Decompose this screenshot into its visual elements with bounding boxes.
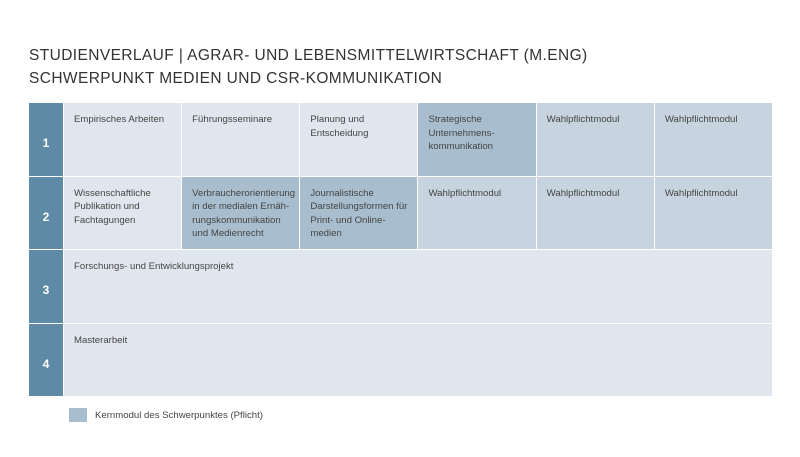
semester-2-label: 2 — [29, 177, 63, 250]
module-empirisches-arbeiten: Empirisches Arbeiten — [64, 103, 181, 176]
title-line-2: SCHWERPUNKT MEDIEN UND CSR-KOMMUNIKATION — [29, 70, 443, 87]
module-wahlpflicht-2c: Wahlpflichtmodul — [655, 177, 772, 250]
page-title — [29, 44, 588, 90]
module-verbraucherorientierung: Verbraucherorientierung in der medialen Ernäh-rungskommunikation und Medienrecht — [182, 177, 299, 250]
module-masterarbeit: Masterarbeit — [64, 324, 772, 397]
legend — [69, 408, 263, 422]
module-wahlpflicht-1b: Wahlpflichtmodul — [655, 103, 772, 176]
module-wahlpflicht-2a: Wahlpflichtmodul — [418, 177, 535, 250]
module-wahlpflicht-1a: Wahlpflichtmodul — [537, 103, 654, 176]
module-wahlpflicht-2b: Wahlpflichtmodul — [537, 177, 654, 250]
semester-4-label: 4 — [29, 324, 63, 397]
legend-label: Kernmodul des Schwerpunktes (Pflicht) — [95, 409, 263, 421]
curriculum-grid — [29, 103, 772, 396]
semester-3-label: 3 — [29, 250, 63, 323]
module-wissenschaftliche-publikation: Wissenschaftliche Publikation und Fachtagungen — [64, 177, 181, 250]
module-fuehrungsseminare: Führungsseminare — [182, 103, 299, 176]
module-planung-entscheidung: Planung und Entscheidung — [300, 103, 417, 176]
semester-1-label: 1 — [29, 103, 63, 176]
legend-swatch — [69, 408, 87, 422]
module-forschungsprojekt: Forschungs- und Entwicklungsprojekt — [64, 250, 772, 323]
module-journalistische-darstellung: Journalistische Darstellungsformen für Print- und Online-medien — [300, 177, 417, 250]
module-strategische-kommunikation: Strategische Unternehmens-kommunikation — [418, 103, 535, 176]
title-line-1: STUDIENVERLAUF | AGRAR- UND LEBENSMITTELWIRTSCHAFT (M.ENG) — [29, 47, 588, 64]
